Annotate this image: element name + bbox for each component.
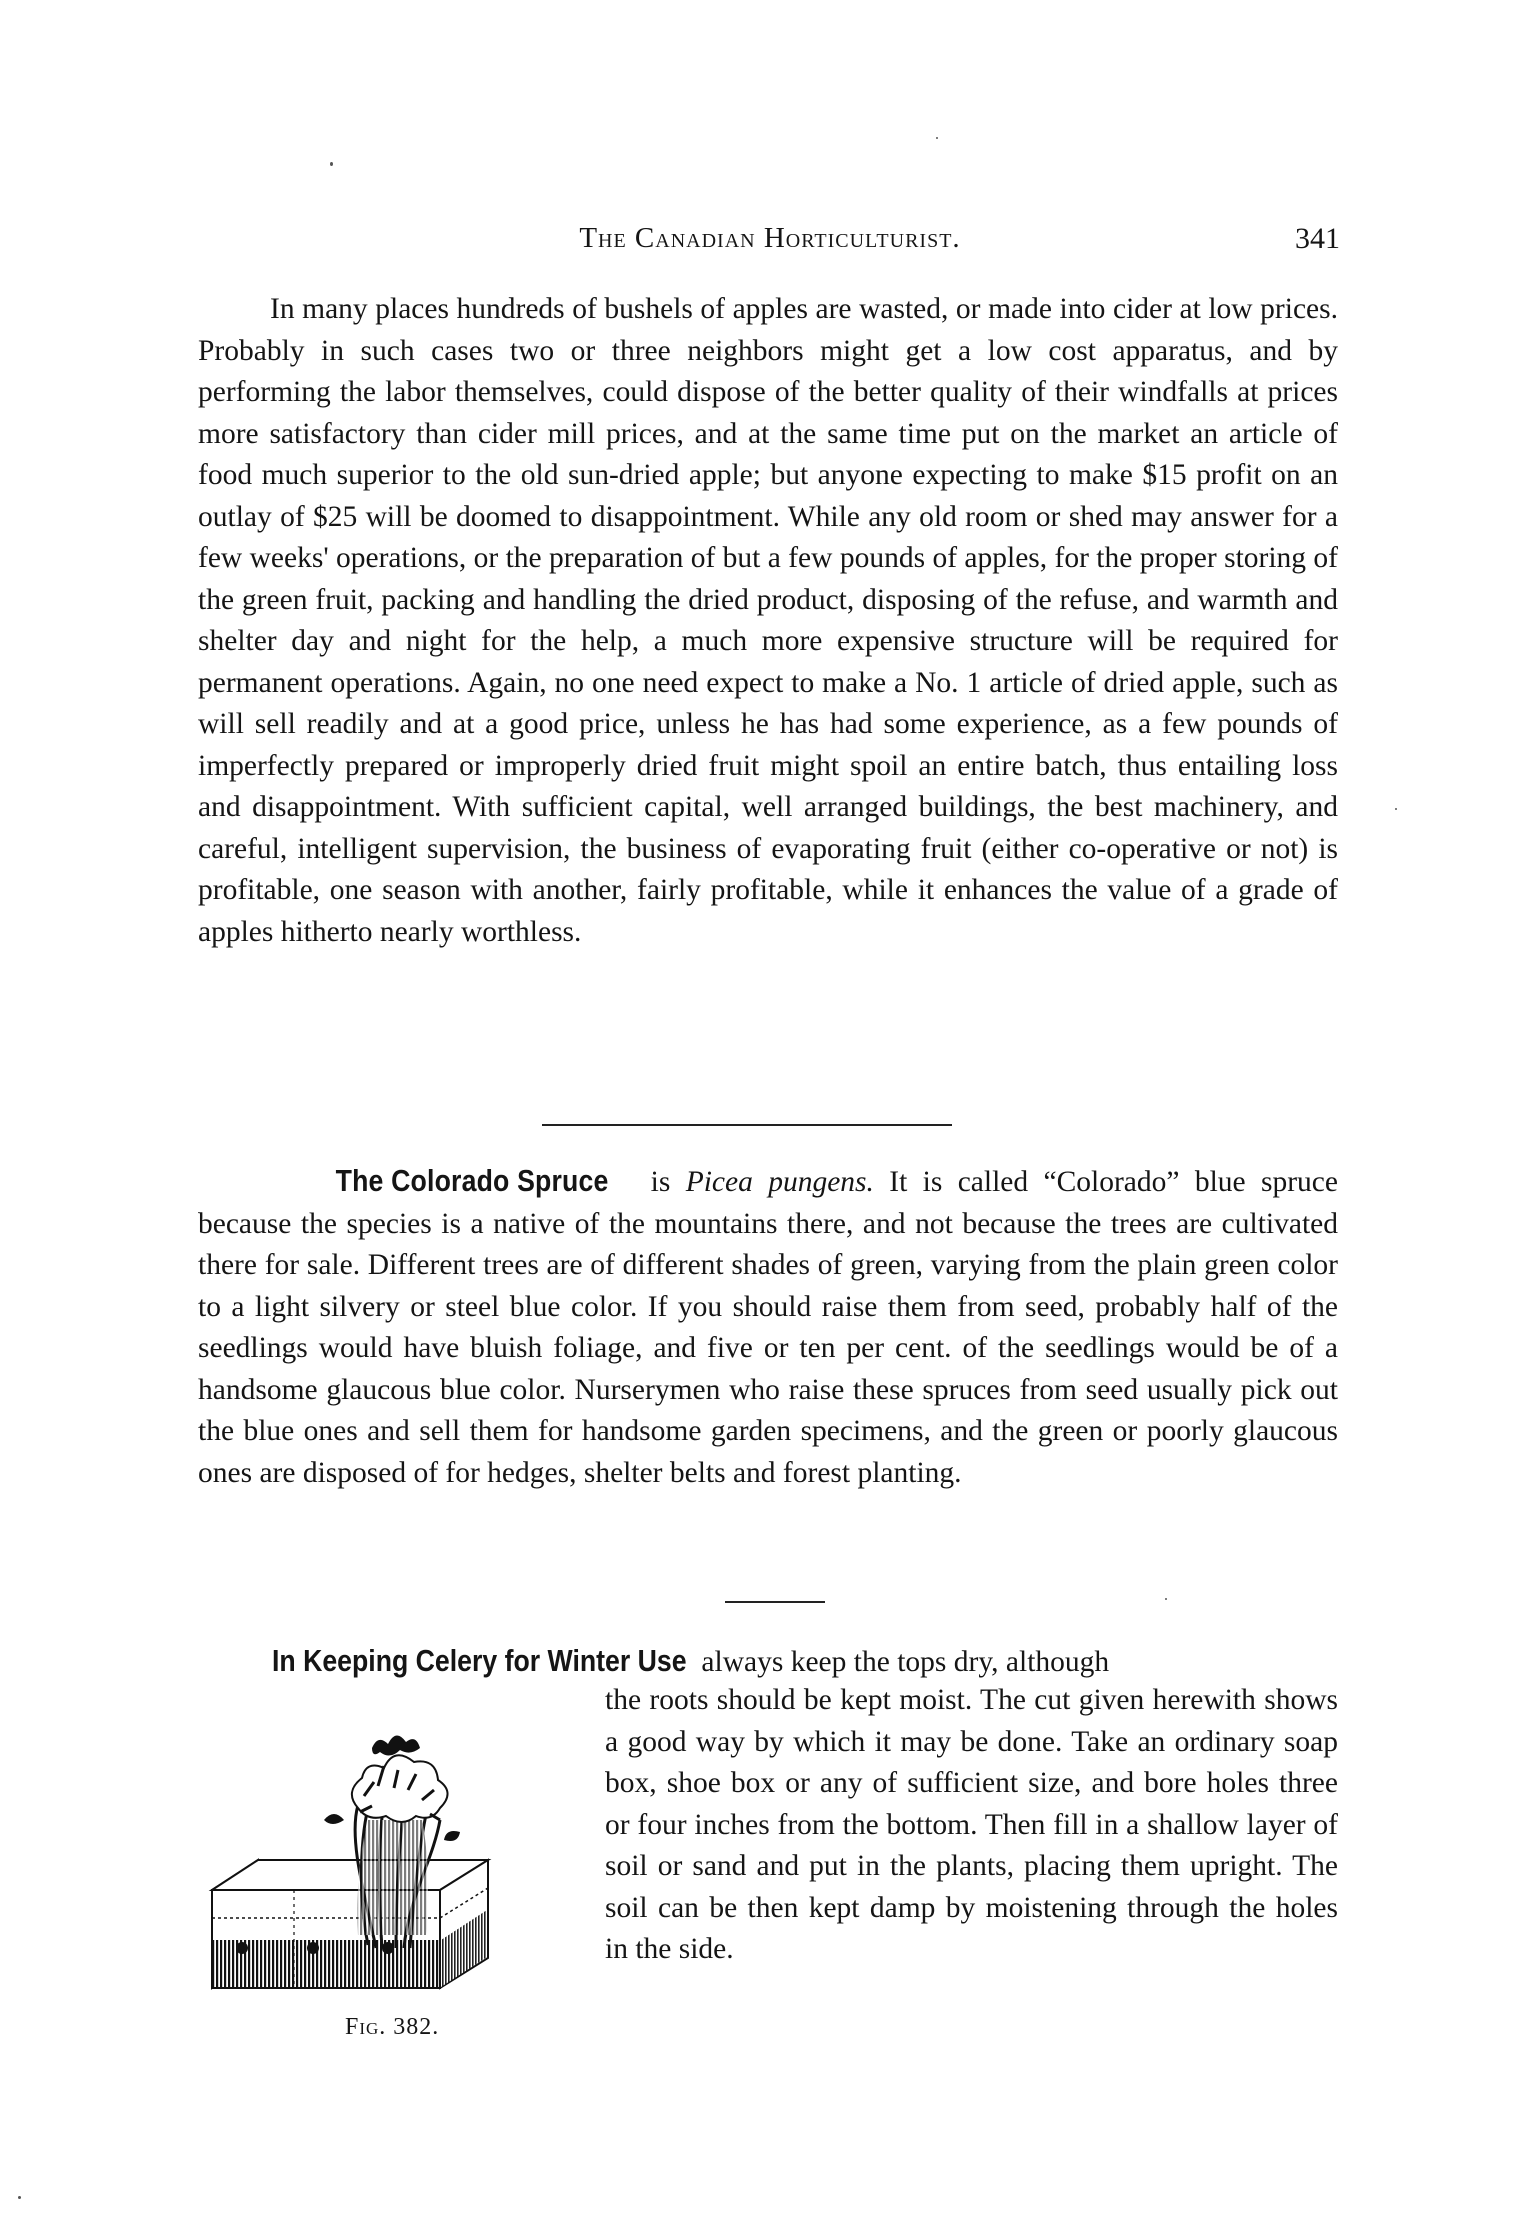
celery-lead-heading: In Keeping Celery for Winter Use (272, 1643, 687, 1678)
paragraph-colorado-spruce (198, 1160, 1338, 1494)
page-number: 341 (1295, 222, 1340, 255)
page-header (200, 222, 1340, 266)
spruce-scientific-name: Picea pungens. (685, 1166, 874, 1198)
celery-first-line (272, 1640, 1340, 1684)
celery-first-line-text: always keep the tops dry, although (694, 1646, 1110, 1678)
print-speck (936, 137, 938, 139)
print-speck (1395, 808, 1397, 810)
spruce-body-text: It is called “Colorado” blue spruce because the species is a native of the mountains there, and not because the trees are cultivated there for sale. Different trees are of different shades of green, varying from the plain green color to a light silvery or steel blue color. If you should raise them from seed, probably half of the seedlings would have bluish foliage, and five or ten per cent. of the seedlings would be of a handsome glaucous blue color. Nurserymen who raise these spruces from seed usually pick out the blue ones and sell them for handsome garden specimens, and the green or poorly glaucous ones are disposed of for hedges, shelter belts and forest planting. (198, 1166, 1338, 1489)
paragraph-evaporated-apples: In many places hundreds of bushels of apples are wasted, or made into cider at low prices. Probably in such cases two or three neighbors might get a low cost apparatus, and by performing the labor themselves, could dispose of the better quality of their windfalls at prices more satisfactory than cider mill prices, and at the same time put on the market an article of food much superior to the old sun-dried apple; but anyone expecting to make $15 profit on an outlay of $25 will be doomed to disappointment. While any old room or shed may answer for a few weeks' operations, or the preparation of but a few pounds of apples, for the proper storing of the green fruit, packing and handling the dried product, disposing of the refuse, and warmth and shelter day and night for the help, a much more expensive structure will be required for permanent operations. Again, no one need expect to make a No. 1 article of dried apple, such as will sell readily and at a good price, unless he has had some experience, as a few pounds of imperfectly prepared or improperly dried fruit might spoil an entire batch, thus entailing loss and disappointment. With sufficient capital, well arranged buildings, the best machinery, and careful, intelligent supervision, the business of evaporating fruit (either co-operative or not) is profitable, one season with another, fairly profitable, while it enhances the value of a grade of apples hitherto nearly worthless. (198, 293, 1338, 948)
spruce-is-text: is (635, 1166, 686, 1198)
celery-box-illustration (208, 1690, 586, 2010)
section-divider (542, 1124, 952, 1126)
celery-box-figure (208, 1690, 586, 2010)
print-speck (330, 162, 333, 166)
print-speck (18, 2196, 21, 2199)
print-speck (1165, 1598, 1167, 1600)
running-title: The Canadian Horticulturist. (579, 222, 961, 254)
section-divider (725, 1601, 825, 1603)
figure-caption: Fig. 382. (345, 2014, 440, 2040)
celery-body-text: the roots should be kept moist. The cut given herewith shows a good way by which it may be done. Take an ordinary soap box, shoe box or any of sufficient size, and bore holes three or four inches from the bottom. Then fill in a shallow layer of soil or sand and put in the plants, placing them upright. The soil can be then kept damp by moistening through the holes in the side. (605, 1684, 1338, 1965)
spruce-lead-heading: The Colorado Spruce (335, 1163, 609, 1198)
